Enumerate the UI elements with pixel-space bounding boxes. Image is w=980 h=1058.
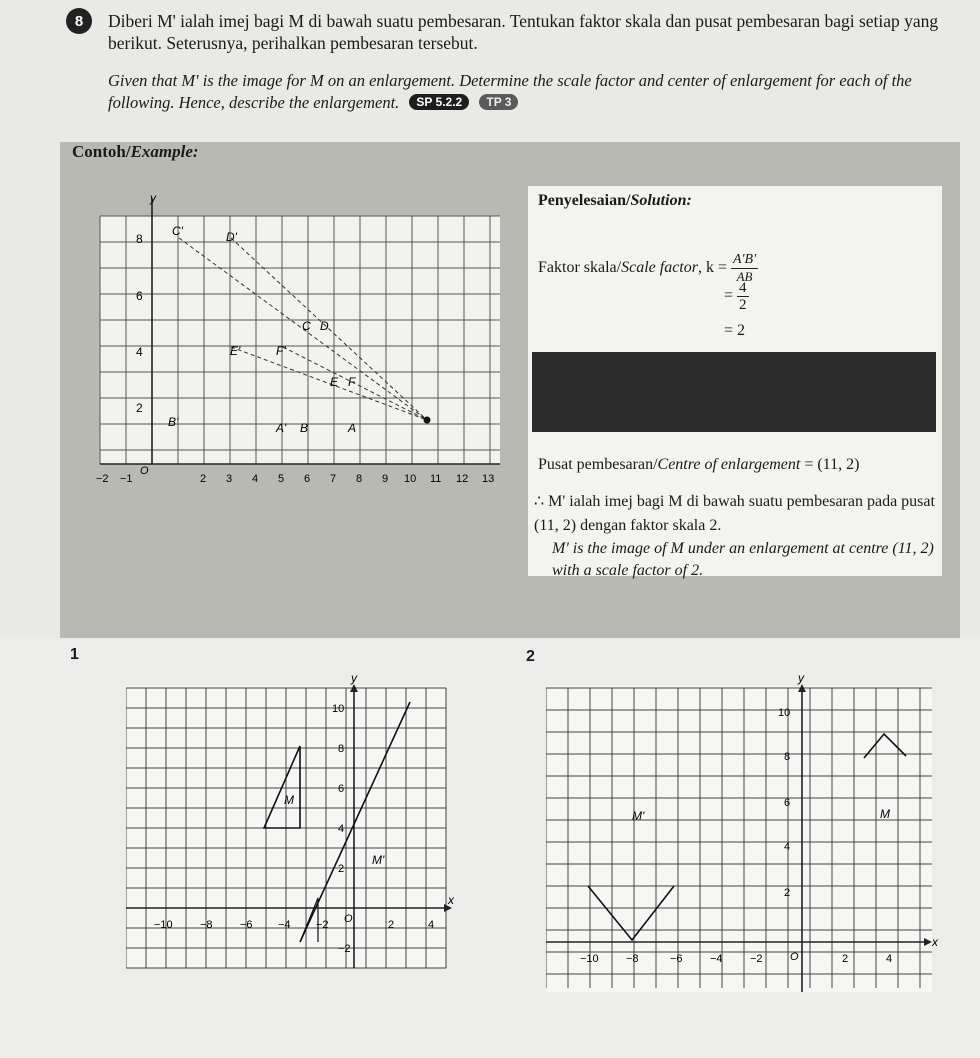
step2-denominator: 2 <box>739 297 747 313</box>
question-text-malay-body: Diberi M' ialah imej bagi M di bawah suatu pembesaran. Tentukan faktor skala dan pusat pembesaran bagi setiap yang berikut. Seterusnya, perihalkan pembesaran tersebut. <box>108 11 939 53</box>
k-expression: , k = <box>697 259 727 277</box>
example-point-e-prime: E' <box>230 344 241 358</box>
example-grid <box>64 190 514 510</box>
example-point-b: B <box>300 421 309 435</box>
example-x-tick-8: 8 <box>356 473 363 485</box>
example-point-d: D <box>320 319 329 333</box>
solution-title-en: Solution: <box>630 192 692 209</box>
example-x-tick-5: 5 <box>278 473 285 485</box>
sp-badge: SP 5.2.2 <box>409 94 469 110</box>
scale-factor-step3: = 2 <box>724 322 746 339</box>
step2-equals: = <box>724 287 734 305</box>
solution-title <box>538 192 692 210</box>
problem-2-y-tick-10: 10 <box>778 707 791 719</box>
scale-factor-step2 <box>724 280 749 313</box>
example-x-tick-11: 11 <box>430 473 442 485</box>
problem-1-x-tick-neg10: −10 <box>154 919 173 931</box>
problem-1-y-tick-neg2: −2 <box>338 943 351 955</box>
conclusion-english: M' is the image of M under an enlargement at centre (11, 2) with a scale factor of 2. <box>552 540 934 579</box>
problem-1-number: 1 <box>70 646 79 663</box>
example-point-b-prime: B' <box>168 415 179 429</box>
problem-2-x-tick-neg10: −10 <box>580 953 599 965</box>
problem-1-label-m-prime: M' <box>372 853 385 867</box>
problem-1-x-tick-2: 2 <box>388 919 395 931</box>
example-x-tick-7: 7 <box>330 473 337 485</box>
question-text-english-body: Given that M' is the image for M on an enlargement. Determine the scale factor and center of enlargement for each of the following. Hence, describe the enlargement. <box>108 71 912 112</box>
problem-2-origin: O <box>790 951 799 963</box>
example-label-en: Example: <box>130 142 199 161</box>
example-point-a: A <box>348 421 357 435</box>
problem-2-y-label: y <box>798 672 804 685</box>
centre-value: = (11, 2) <box>804 456 860 473</box>
example-point-f-prime: F' <box>276 344 286 358</box>
question-text-malay <box>108 10 958 54</box>
fraction-numerator: A'B' <box>733 252 757 267</box>
example-x-tick-neg2: −2 <box>96 473 109 485</box>
problem-2-number: 2 <box>526 648 535 665</box>
example-point-f: F <box>348 375 356 389</box>
centre-label: Pusat pembesaran/ <box>538 456 658 473</box>
problem-2-x-label: x <box>932 935 938 949</box>
problem-1-x-tick-neg6: −6 <box>240 919 253 931</box>
example-x-tick-6: 6 <box>304 473 311 485</box>
obscured-text-band <box>532 352 936 432</box>
centre-label-en: Centre of enlargement <box>657 456 801 473</box>
question-number-badge: 8 <box>66 8 92 34</box>
example-x-tick-13: 13 <box>482 473 495 485</box>
problem-2-y-tick-4: 4 <box>784 841 791 853</box>
question-text-english <box>108 70 958 114</box>
problem-2-x-tick-neg2: −2 <box>750 953 763 965</box>
problem-1-y-tick-2: 2 <box>338 863 345 875</box>
example-point-d-prime: D' <box>226 230 237 244</box>
problem-1-x-tick-neg8: −8 <box>200 919 213 931</box>
example-y-tick-4: 4 <box>136 345 143 359</box>
problem-2-label-m-prime: M' <box>632 809 645 823</box>
example-x-tick-neg1: −1 <box>120 473 133 485</box>
example-y-axis-label: y <box>150 191 156 205</box>
problem-2-x-tick-neg8: −8 <box>626 953 639 965</box>
step2-fraction <box>737 280 749 313</box>
example-x-tick-12: 12 <box>456 473 469 485</box>
problem-1-x-tick-neg4: −4 <box>278 919 291 931</box>
centre-of-enlargement-line <box>538 456 859 474</box>
problem-2-y-tick-6: 6 <box>784 797 791 809</box>
problem-2-x-tick-neg6: −6 <box>670 953 683 965</box>
problem-2-x-tick-neg4: −4 <box>710 953 723 965</box>
example-label <box>72 142 199 162</box>
example-y-tick-2: 2 <box>136 401 143 415</box>
problem-1-y-tick-4: 4 <box>338 823 345 835</box>
problem-1-x-tick-4: 4 <box>428 919 435 931</box>
example-x-tick-2: 2 <box>200 473 207 485</box>
problem-2-grid <box>546 672 946 994</box>
problem-1-x-label: x <box>448 893 454 907</box>
example-x-tick-10: 10 <box>404 473 417 485</box>
problem-1-origin: O <box>344 913 353 925</box>
step2-numerator: 4 <box>739 280 747 296</box>
problem-1-y-tick-10: 10 <box>332 703 345 715</box>
example-origin-label: O <box>140 465 149 477</box>
solution-title-ms: Penyelesaian/ <box>538 192 631 209</box>
problem-1-y-tick-6: 6 <box>338 783 345 795</box>
scale-factor-label: Faktor skala/ <box>538 259 622 277</box>
problem-2-x-tick-2: 2 <box>842 953 849 965</box>
problem-2-label-m: M <box>880 807 890 821</box>
problem-1-y-tick-8: 8 <box>338 743 345 755</box>
problem-1-grid <box>126 672 456 972</box>
example-point-e: E <box>330 375 339 389</box>
example-x-tick-3: 3 <box>226 473 233 485</box>
example-y-tick-6: 6 <box>136 289 143 303</box>
problem-2-x-tick-4: 4 <box>886 953 893 965</box>
example-x-tick-4: 4 <box>252 473 259 485</box>
problem-1-x-tick-neg2: −2 <box>316 919 329 931</box>
example-point-a-prime: A' <box>276 421 287 435</box>
example-y-tick-8: 8 <box>136 232 143 246</box>
example-point-c-prime: C' <box>172 224 183 238</box>
example-label-ms: Contoh/ <box>72 142 131 161</box>
problem-2-y-tick-8: 8 <box>784 751 791 763</box>
fraction-denominator: AB <box>736 269 753 284</box>
scale-factor-label-en: Scale factor <box>621 259 698 277</box>
conclusion-malay: ∴ M' ialah imej bagi M di bawah suatu pembesaran pada pusat (11, 2) dengan faktor skala 2. <box>534 493 935 534</box>
example-centre-point <box>424 417 431 424</box>
problem-2-y-tick-2: 2 <box>784 887 791 899</box>
problem-1-label-m: M <box>284 793 294 807</box>
example-point-c: C <box>302 319 311 333</box>
problem-1-y-label: y <box>351 672 357 685</box>
example-x-tick-9: 9 <box>382 473 389 485</box>
tp-badge: TP 3 <box>479 94 518 110</box>
